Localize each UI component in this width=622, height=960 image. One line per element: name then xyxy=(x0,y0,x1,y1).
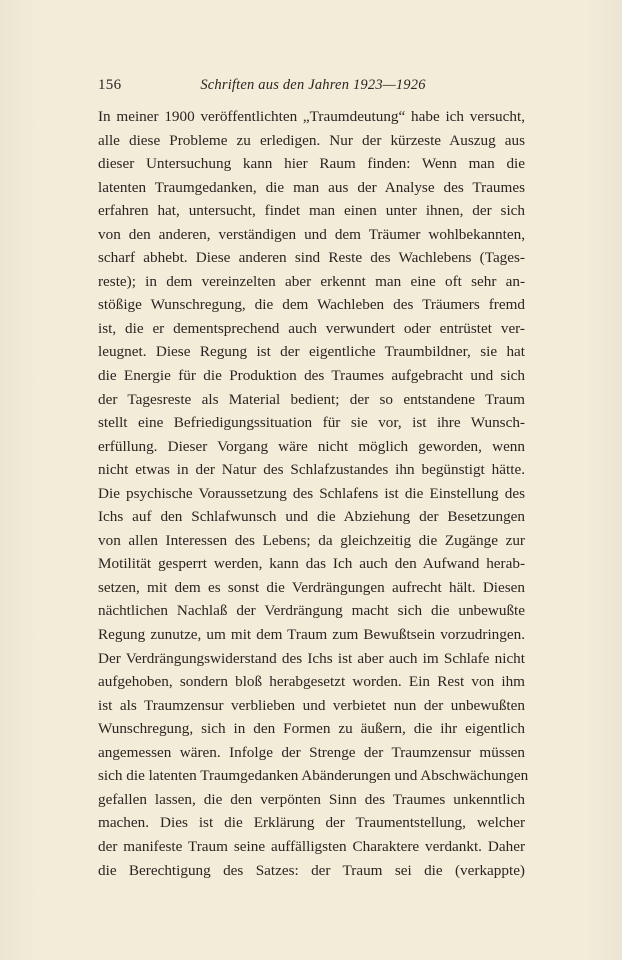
text-line: Wunschregung, sich in den Formen zu äußern, die ihr eigentlich xyxy=(98,720,525,738)
running-title: Schriften aus den Jahren 1923—1926 xyxy=(200,77,426,93)
text-line: die Berechtigung des Satzes: der Traum sei die (verkappte) xyxy=(98,861,525,879)
text-line: stößige Wunschregung, die dem Wachleben des Träumers fremd xyxy=(98,296,525,314)
text-line: machen. Dies ist die Erklärung der Traumentstellung, welcher xyxy=(98,814,525,832)
text-line: nicht etwas in der Natur des Schlafzustandes ihn begünstigt hätte. xyxy=(98,461,525,479)
text-line: stellt eine Befriedigungssituation für sie vor, ist ihre Wunsch- xyxy=(98,414,525,432)
text-line: Motilität gesperrt werden, kann das Ich auch den Aufwand herab- xyxy=(98,555,525,573)
text-line: dieser Untersuchung kann hier Raum finden: Wenn man die xyxy=(98,155,525,173)
text-line: erfüllung. Dieser Vorgang wäre nicht möglich geworden, wenn xyxy=(98,437,525,455)
text-line: reste); in dem vereinzelten aber erkennt man eine oft sehr an- xyxy=(98,272,525,290)
page-number: 156 xyxy=(98,77,122,93)
text-line: aufgehoben, sondern bloß herabgesetzt worden. Ein Rest von ihm xyxy=(98,673,525,691)
text-line: ist als Traumzensur verblieben und verbietet nun der unbewußten xyxy=(98,696,525,714)
text-line: Regung zunutze, um mit dem Traum zum Bewußtsein vorzudringen. xyxy=(98,626,525,644)
text-line: In meiner 1900 veröffentlichten „Traumdeutung“ habe ich versucht, xyxy=(98,108,525,125)
text-line: gefallen lassen, die den verpönten Sinn des Traumes unkenntlich xyxy=(98,790,525,808)
text-line: Die psychische Voraussetzung des Schlafens ist die Einstellung des xyxy=(98,484,525,502)
text-line: ist, die er dementsprechend auch verwundert oder entrüstet ver- xyxy=(98,319,525,337)
text-line: alle diese Probleme zu erledigen. Nur der kürzeste Auszug aus xyxy=(98,131,525,149)
text-line: Der Verdrängungswiderstand des Ichs ist aber auch im Schlafe nicht xyxy=(98,649,525,667)
text-line: latenten Traumgedanken, die man aus der Analyse des Traumes xyxy=(98,178,525,196)
text-line: von allen Interessen des Lebens; da gleichzeitig die Zugänge zur xyxy=(98,531,525,549)
text-line: setzen, mit dem es sonst die Verdrängungen aufrecht hält. Diesen xyxy=(98,578,525,596)
text-line: nächtlichen Nachlaß der Verdrängung macht sich die unbewußte xyxy=(98,602,525,620)
text-line: die Energie für die Produktion des Traumes aufgebracht und sich xyxy=(98,367,525,385)
text-line: der manifeste Traum seine auffälligsten Charaktere verdankt. Daher xyxy=(98,837,525,855)
running-head xyxy=(98,77,528,97)
text-line: von den anderen, verständigen und dem Träumer wohlbekannten, xyxy=(98,225,525,243)
text-line: leugnet. Diese Regung ist der eigentliche Traumbildner, sie hat xyxy=(98,343,525,361)
text-line: Ichs auf den Schlafwunsch und die Abziehung der Besetzungen xyxy=(98,508,525,526)
text-line: sich die latenten Traumgedanken Abänderungen und Abschwächungen xyxy=(98,767,529,785)
text-line: der Tagesreste als Material bedient; der so entstandene Traum xyxy=(98,390,525,408)
text-line: erfahren hat, untersucht, findet man einen unter ihnen, der sich xyxy=(98,202,525,220)
body-text xyxy=(98,105,529,882)
text-line: angemessen wären. Infolge der Strenge der Traumzensur müssen xyxy=(98,743,525,761)
text-line: scharf abhebt. Diese anderen sind Reste des Wachlebens (Tages- xyxy=(98,249,525,267)
